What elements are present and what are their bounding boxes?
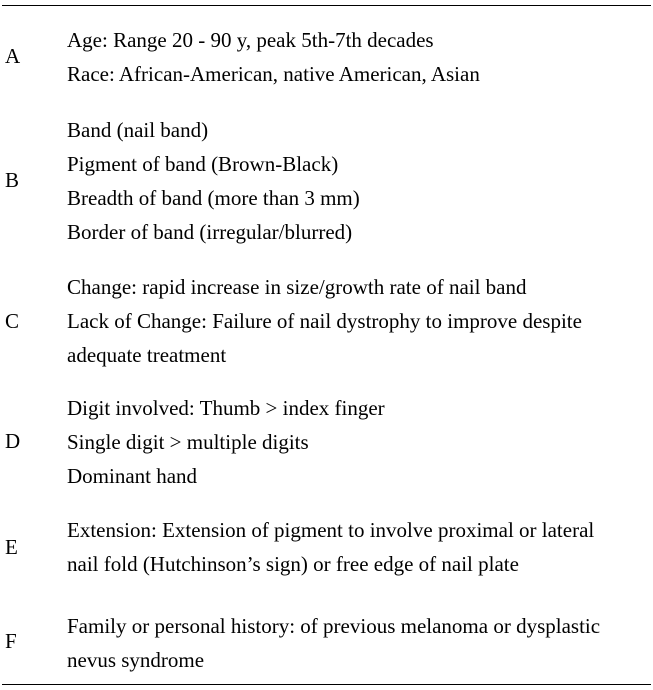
table-top-rule <box>2 5 651 6</box>
row-line: Change: rapid increase in size/growth rate of nail band <box>67 275 527 299</box>
row-letter: C <box>5 309 20 333</box>
row-description <box>67 270 647 372</box>
row-description <box>67 23 647 91</box>
row-letter: D <box>5 429 21 453</box>
row-line: nail fold (Hutchinson’s sign) or free edge of nail plate <box>67 552 519 576</box>
row-line: Single digit > multiple digits <box>67 430 309 454</box>
row-line: Border of band (irregular/blurred) <box>67 220 353 244</box>
table-bottom-rule <box>2 684 651 685</box>
row-line: Extension: Extension of pigment to involve proximal or lateral <box>67 518 595 542</box>
row-description <box>67 113 647 249</box>
row-description <box>67 513 647 581</box>
row-line: Breadth of band (more than 3 mm) <box>67 186 360 210</box>
row-letter: E <box>5 535 18 559</box>
row-line: Race: African-American, native American, Asian <box>67 62 480 86</box>
row-line: Dominant hand <box>67 464 198 488</box>
row-line: Band (nail band) <box>67 118 209 142</box>
row-line: Family or personal history: of previous melanoma or dysplastic <box>67 614 601 638</box>
row-line: Pigment of band (Brown-Black) <box>67 152 339 176</box>
row-line: Digit involved: Thumb > index finger <box>67 396 385 420</box>
row-description <box>67 391 647 493</box>
row-letter: B <box>5 168 20 192</box>
row-line: Lack of Change: Failure of nail dystrophy to improve despite <box>67 309 582 333</box>
row-letter: A <box>5 44 21 68</box>
row-line: adequate treatment <box>67 343 227 367</box>
row-letter: F <box>5 629 17 653</box>
row-description <box>67 609 647 677</box>
row-line: nevus syndrome <box>67 648 205 672</box>
row-line: Age: Range 20 - 90 y, peak 5th-7th decades <box>67 28 434 52</box>
